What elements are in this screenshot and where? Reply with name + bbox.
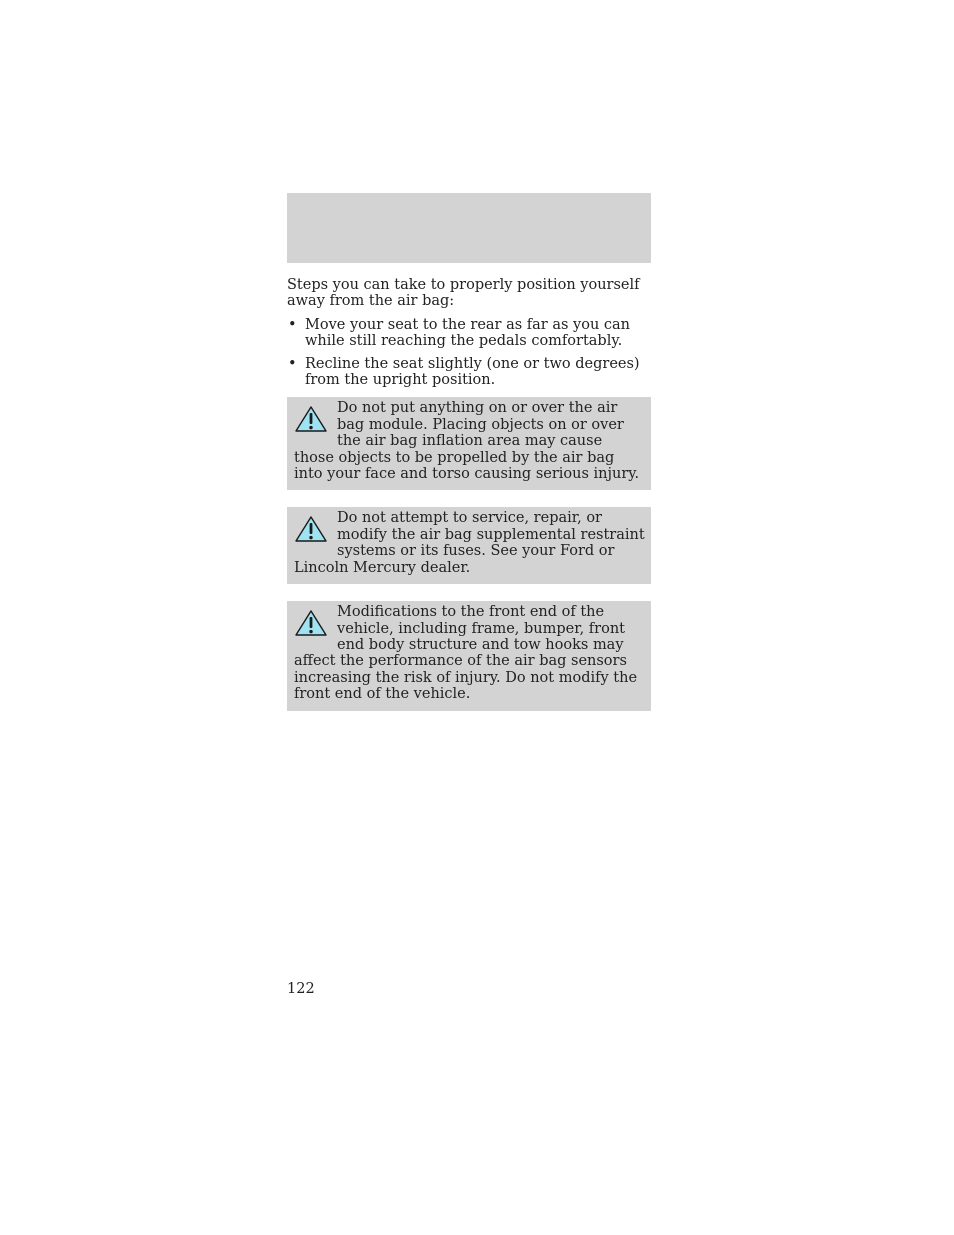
warning-box — [287, 507, 651, 584]
list-item-text: Recline the seat slightly (one or two degrees) from the upright position. — [305, 355, 640, 389]
warning-triangle-icon — [294, 515, 328, 543]
warning-box — [287, 397, 651, 490]
bullet-icon: • — [288, 355, 297, 372]
positioning-steps-list — [287, 317, 651, 389]
warning-text: Do not put anything on or over the air bag module. Placing objects on or over the air bag inflation area may cause those objects to be propelled by the air bag into your face and torso causing serious injury. — [294, 400, 640, 483]
section-header-band — [287, 193, 651, 263]
warning-box — [287, 601, 651, 710]
page-content — [287, 277, 651, 728]
list-item — [287, 317, 651, 350]
warning-triangle-icon — [294, 609, 328, 637]
list-item-text: Move your seat to the rear as far as you can while still reaching the pedals comfortably. — [305, 316, 630, 350]
warning-text: Modifications to the front end of the vehicle, including frame, bumper, front end body structure and tow hooks may affect the performance of the air bag sensors increasing the risk of injury. Do not modify the front end of the vehicle. — [294, 604, 638, 703]
list-item — [287, 356, 651, 389]
page-number: 122 — [287, 981, 315, 997]
warning-triangle-icon — [294, 405, 328, 433]
intro-paragraph: Steps you can take to properly position yourself away from the air bag: — [287, 277, 640, 310]
warning-text: Do not attempt to service, repair, or modify the air bag supplemental restraint systems or its fuses. See your Ford or Lincoln Mercury dealer. — [294, 510, 645, 576]
bullet-icon: • — [288, 316, 297, 333]
